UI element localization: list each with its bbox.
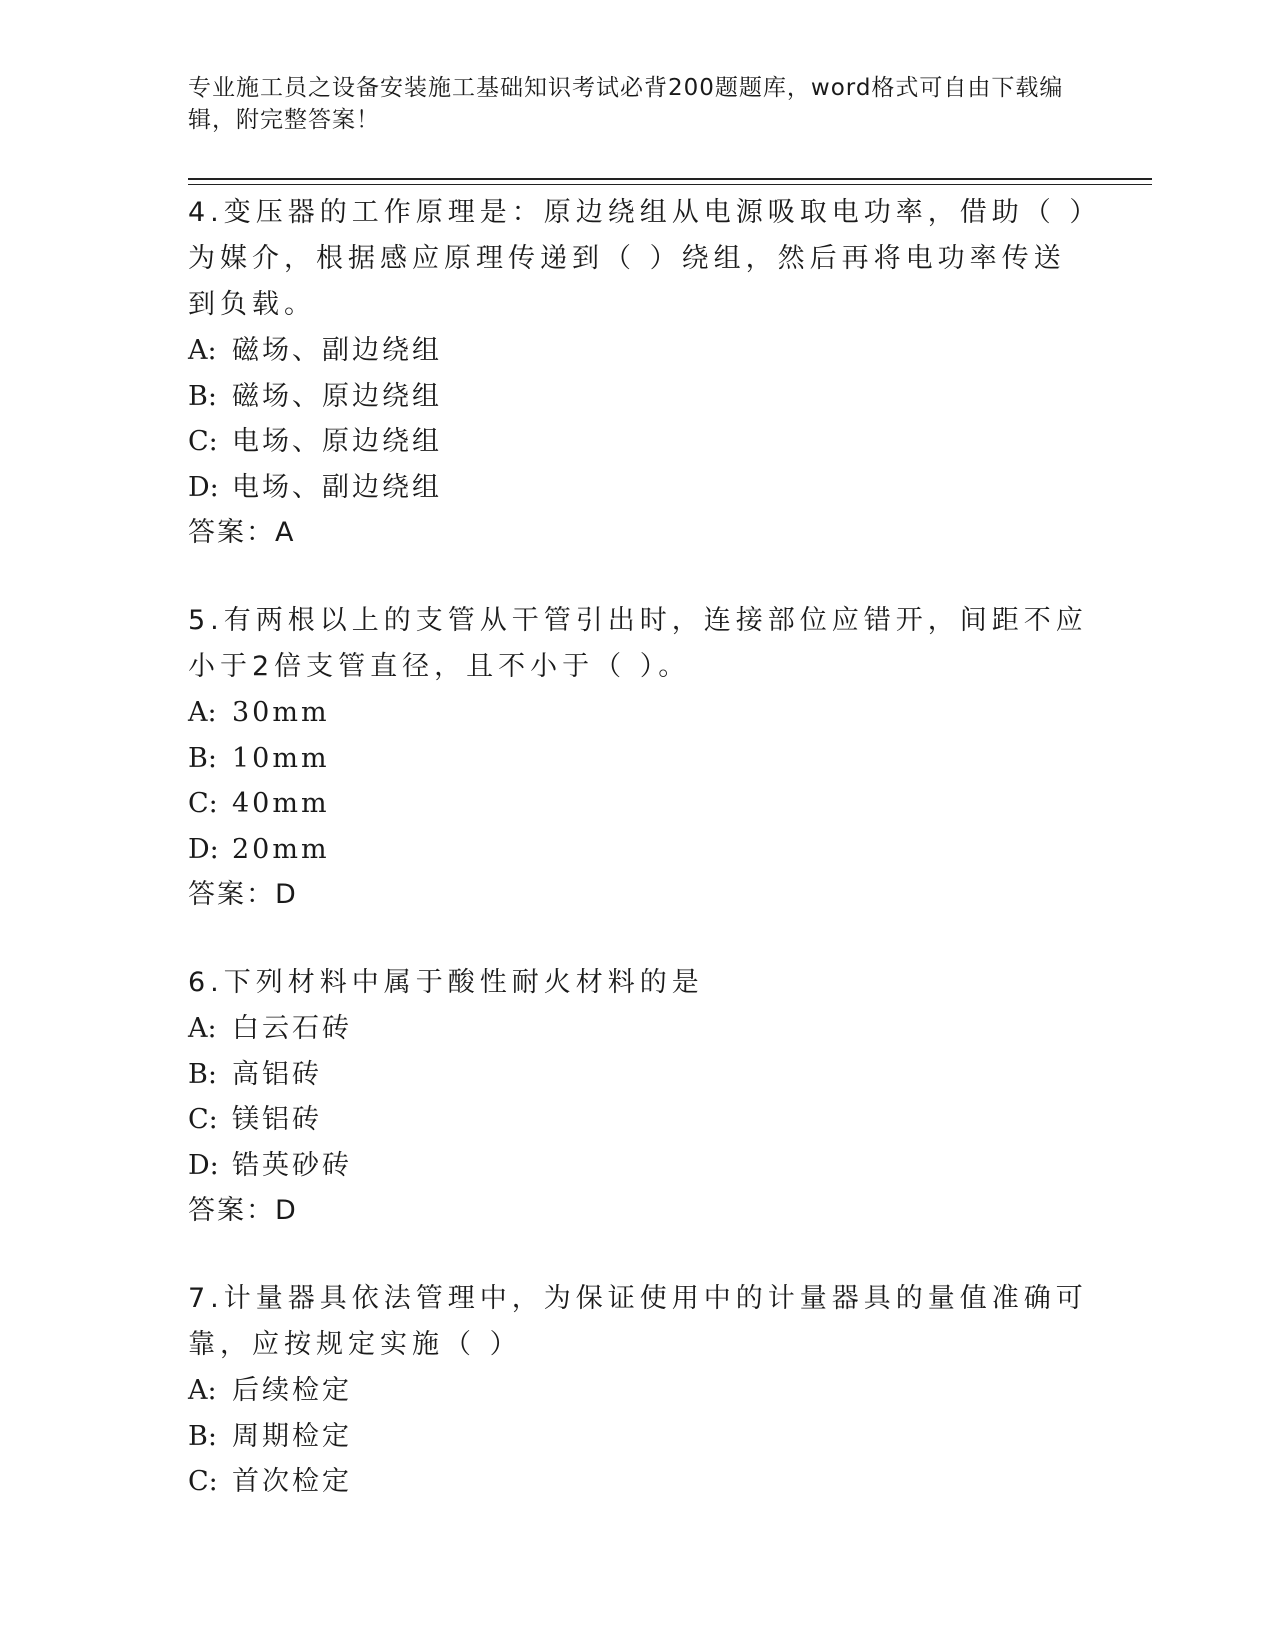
option-a (188, 328, 1088, 374)
answer-text: 答案：D (188, 1195, 298, 1226)
option-d (188, 1143, 1088, 1189)
option-text: 镁铝砖 (232, 1104, 322, 1135)
question-4 (188, 190, 1088, 556)
question-list (188, 190, 1088, 1547)
option-a (188, 690, 1088, 736)
option-key: C: (188, 788, 218, 819)
question-7 (188, 1276, 1088, 1505)
option-text: 首次检定 (232, 1466, 352, 1497)
option-c (188, 781, 1088, 827)
option-key: A: (188, 697, 217, 728)
option-text: 磁场、原边绕组 (232, 380, 442, 412)
header-rule-thick (188, 178, 1152, 180)
option-key: A: (188, 1375, 217, 1406)
question-6 (188, 960, 1088, 1234)
option-key: D: (188, 1149, 219, 1181)
option-text: 20mm (232, 833, 330, 865)
answer-text: 答案：D (188, 879, 298, 910)
question-text: 4.变压器的工作原理是：原边绕组从电源吸取电功率，借助（ ）为媒介，根据感应原理传递到（ ）绕组，然后再将电功率传送到负载。 (188, 197, 1088, 320)
option-key: B: (188, 380, 217, 412)
option-a (188, 1368, 1088, 1414)
option-key: B: (188, 1420, 217, 1452)
option-d (188, 465, 1088, 511)
option-key: C: (188, 426, 218, 457)
option-text: 电场、副边绕组 (232, 471, 442, 503)
question-text: 5.有两根以上的支管从干管引出时，连接部位应错开，间距不应小于2倍支管直径，且不小于（ ）。 (188, 605, 1088, 682)
option-a (188, 1006, 1088, 1052)
option-b (188, 1414, 1088, 1460)
option-text: 电场、原边绕组 (232, 426, 442, 457)
option-key: A: (188, 335, 217, 366)
header-rule-thin (188, 184, 1152, 185)
option-text: 高铝砖 (232, 1058, 322, 1090)
option-key: B: (188, 1058, 217, 1090)
option-b (188, 736, 1088, 782)
answer-text: 答案：A (188, 517, 296, 548)
question-5 (188, 598, 1088, 918)
option-text: 后续检定 (232, 1375, 352, 1406)
option-key: C: (188, 1104, 218, 1135)
document-header: 专业施工员之设备安装施工基础知识考试必背200题题库，word格式可自由下载编辑，附完整答案！ (188, 75, 1064, 133)
option-text: 白云石砖 (232, 1013, 352, 1044)
option-c (188, 419, 1088, 465)
option-c (188, 1097, 1088, 1143)
option-text: 10mm (232, 742, 330, 774)
option-text: 锆英砂砖 (232, 1149, 352, 1181)
option-key: D: (188, 833, 219, 865)
option-b (188, 1052, 1088, 1098)
option-key: D: (188, 471, 219, 503)
option-d (188, 827, 1088, 873)
option-c (188, 1459, 1088, 1505)
option-text: 30mm (232, 697, 330, 728)
option-b (188, 374, 1088, 420)
option-text: 磁场、副边绕组 (232, 335, 442, 366)
question-text: 7.计量器具依法管理中，为保证使用中的计量器具的量值准确可靠，应按规定实施（ ） (188, 1283, 1088, 1360)
question-text: 6.下列材料中属于酸性耐火材料的是 (188, 967, 704, 998)
option-key: B: (188, 742, 217, 774)
option-text: 周期检定 (232, 1420, 352, 1452)
option-key: C: (188, 1466, 218, 1497)
option-key: A: (188, 1013, 217, 1044)
option-text: 40mm (232, 788, 330, 819)
